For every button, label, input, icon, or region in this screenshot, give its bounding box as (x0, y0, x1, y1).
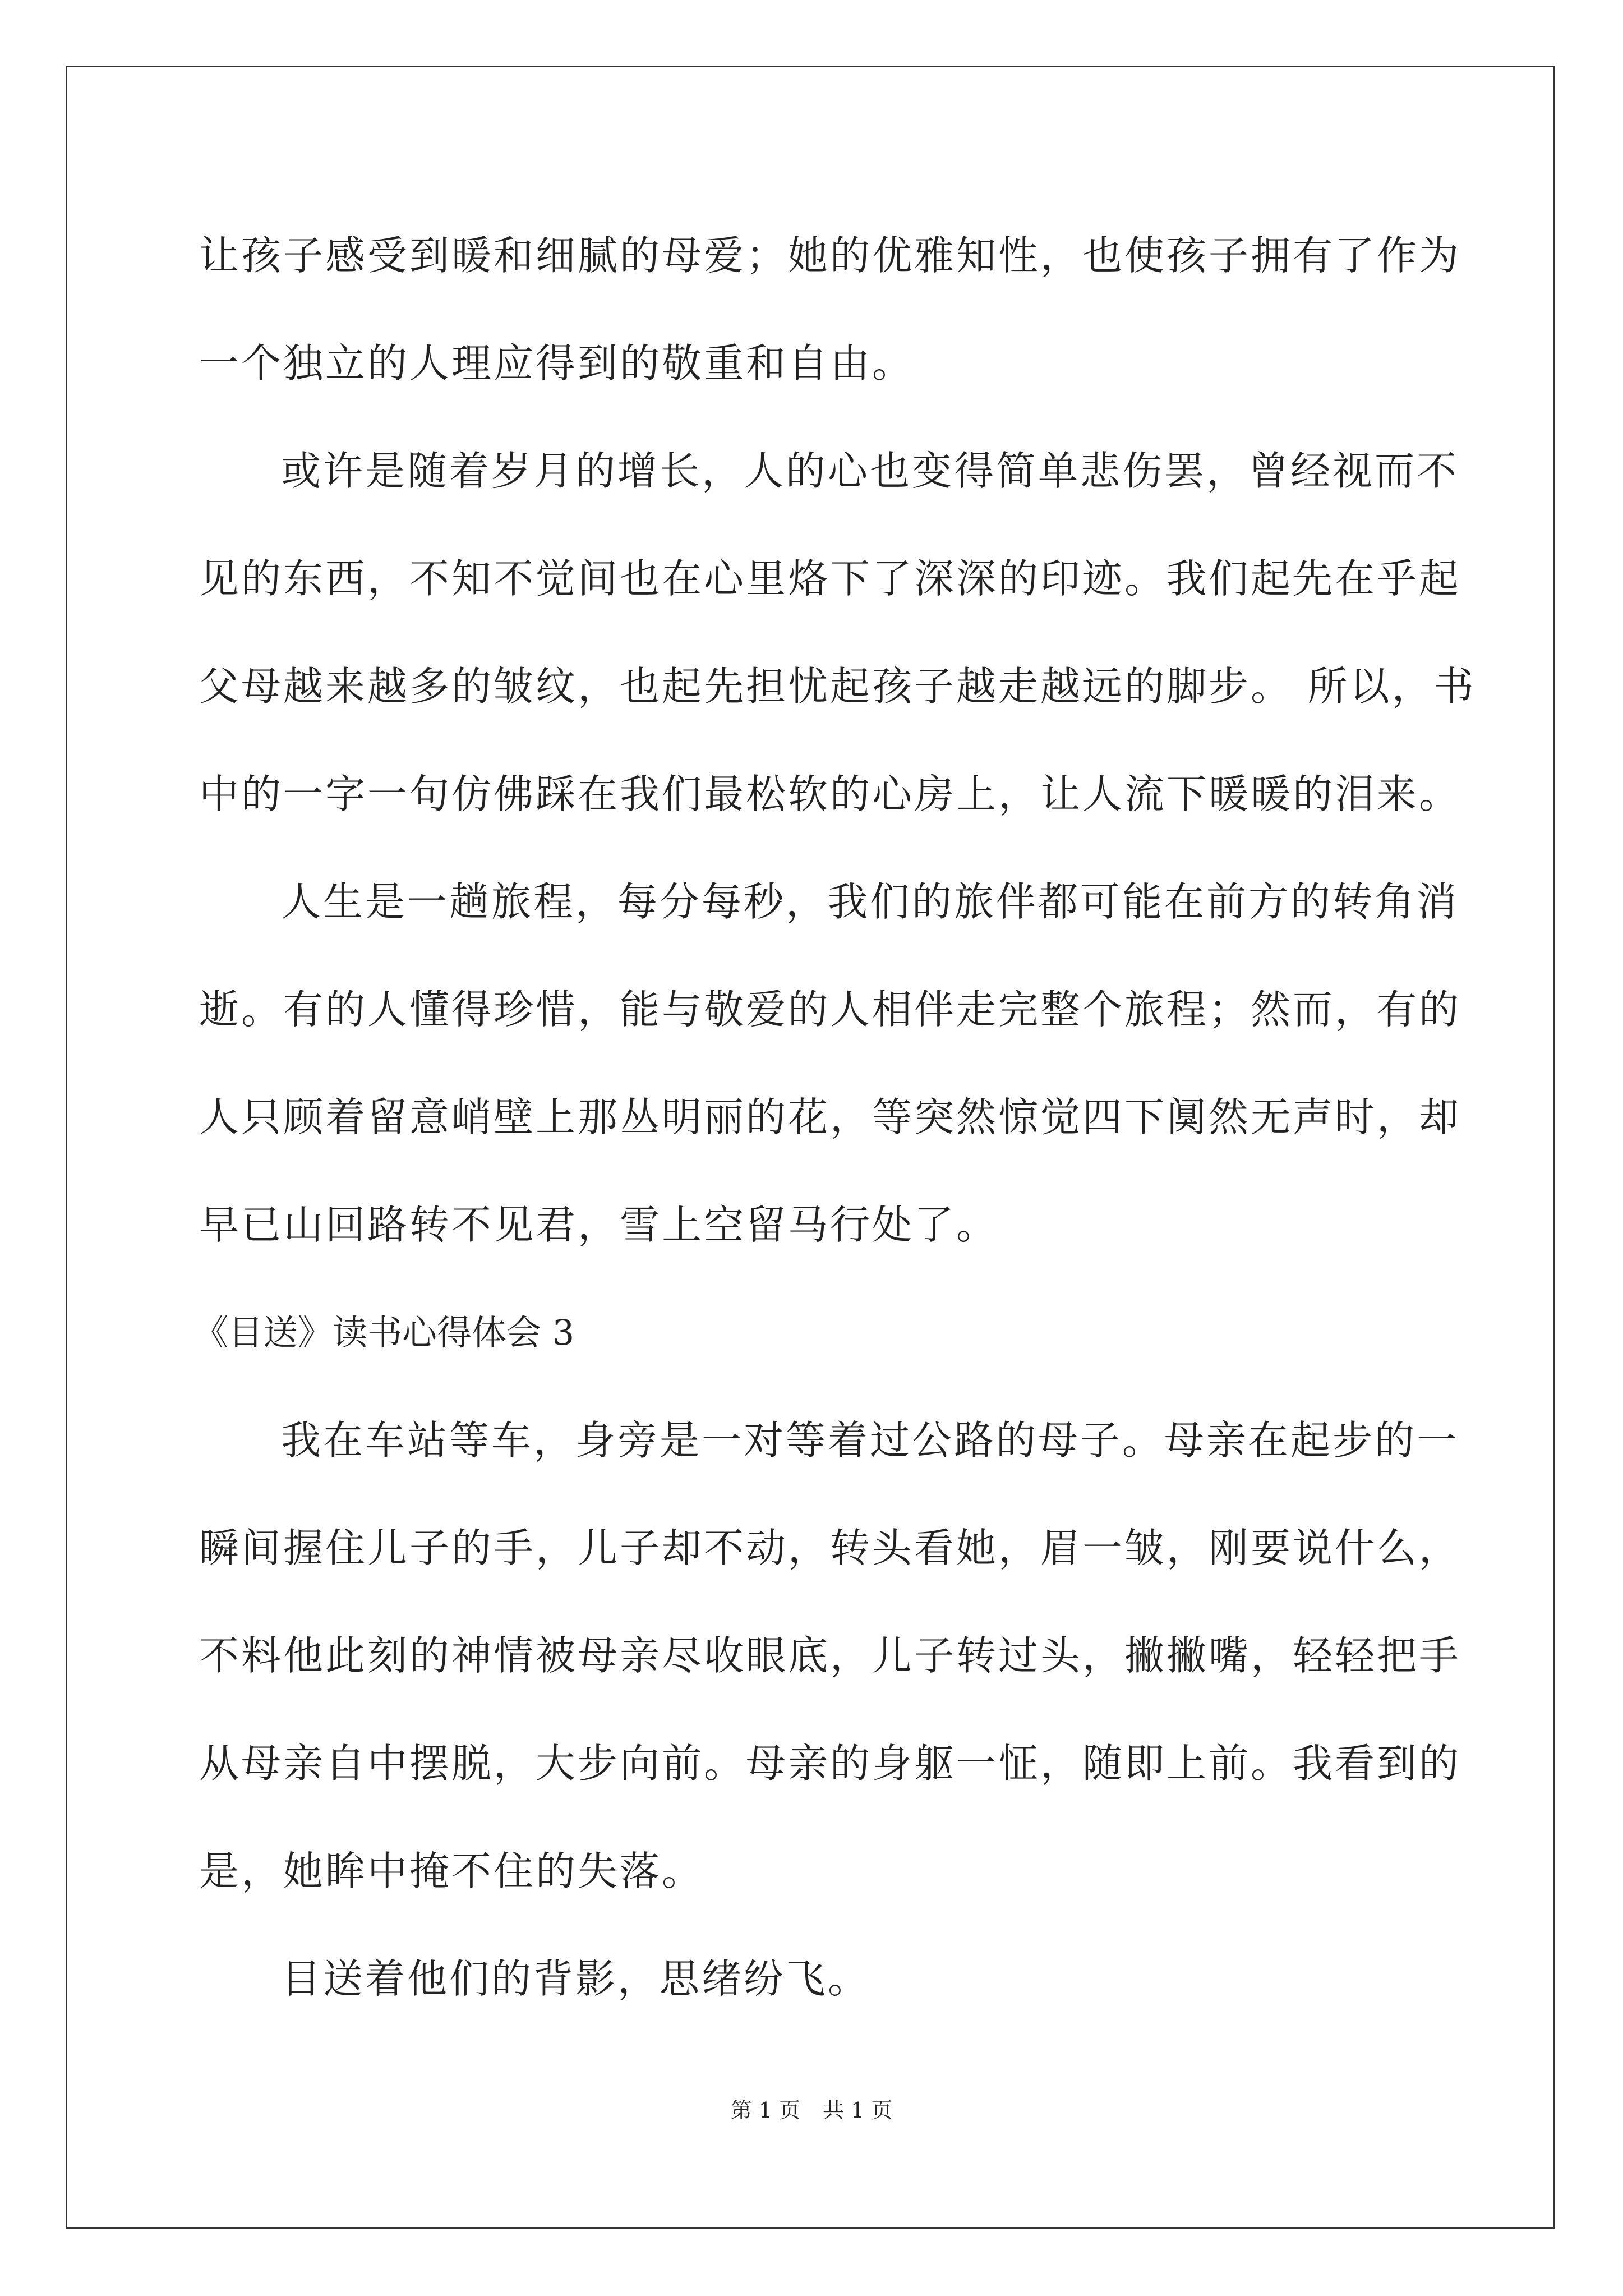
document-body (193, 202, 1476, 2033)
text-line: 让孩子感受到暖和细腻的母爱；她的优雅知性，也使孩子拥有了作为 (199, 232, 1461, 279)
text-line: 见的东西，不知不觉间也在心里烙下了深深的印迹。我们起先在乎起 (199, 555, 1461, 602)
text-line: 目送着他们的背影，思绪纷飞。 (281, 1955, 870, 2002)
text-line: 父母越来越多的皱纹，也起先担忧起孩子越走越远的脚步。 所以，书 (199, 663, 1476, 710)
text-line: 早已山回路转不见君，雪上空留马行处了。 (199, 1202, 999, 1248)
text-line: 或许是随着岁月的增长，人的心也变得简单悲伤罢，曾经视而不 (281, 448, 1459, 494)
paragraph-2 (199, 417, 1476, 848)
paragraph-1 (199, 202, 1461, 417)
text-line: 我在车站等车，身旁是一对等着过公路的母子。母亲在起步的一 (281, 1417, 1459, 1464)
text-line: 一个独立的人理应得到的敬重和自由。 (199, 340, 915, 386)
page-number: 第 1 页 (730, 2098, 800, 2123)
text-line: 不料他此刻的神情被母亲尽收眼底，儿子转过头，撇撇嘴，轻轻把手 (199, 1632, 1461, 1679)
text-line: 人只顾着留意峭壁上那丛明丽的花，等突然惊觉四下阒然无声时，却 (199, 1094, 1461, 1140)
text-line: 逝。有的人懂得珍惜，能与敬爱的人相伴走完整个旅程；然而，有的 (199, 986, 1461, 1033)
text-line: 从母亲自中摆脱，大步向前。母亲的身躯一怔，随即上前。我看到的 (199, 1740, 1461, 1787)
text-line: 人生是一趟旅程，每分每秒，我们的旅伴都可能在前方的转角消 (281, 878, 1459, 925)
text-line: 是，她眸中掩不住的失落。 (199, 1848, 704, 1894)
text-line: 中的一字一句仿佛踩在我们最松软的心房上，让人流下暖暖的泪来。 (199, 771, 1461, 817)
paragraph-3 (199, 848, 1461, 1279)
section-title: 《目送》读书心得体会 3 (193, 1312, 575, 1353)
page-total: 共 1 页 (823, 2098, 893, 2123)
paragraph-5 (199, 1925, 1433, 2033)
page-footer (0, 2093, 1623, 2124)
text-line: 瞬间握住儿子的手，儿子却不动，转头看她，眉一皱，刚要说什么， (199, 1525, 1461, 1571)
paragraph-4 (199, 1387, 1461, 1925)
